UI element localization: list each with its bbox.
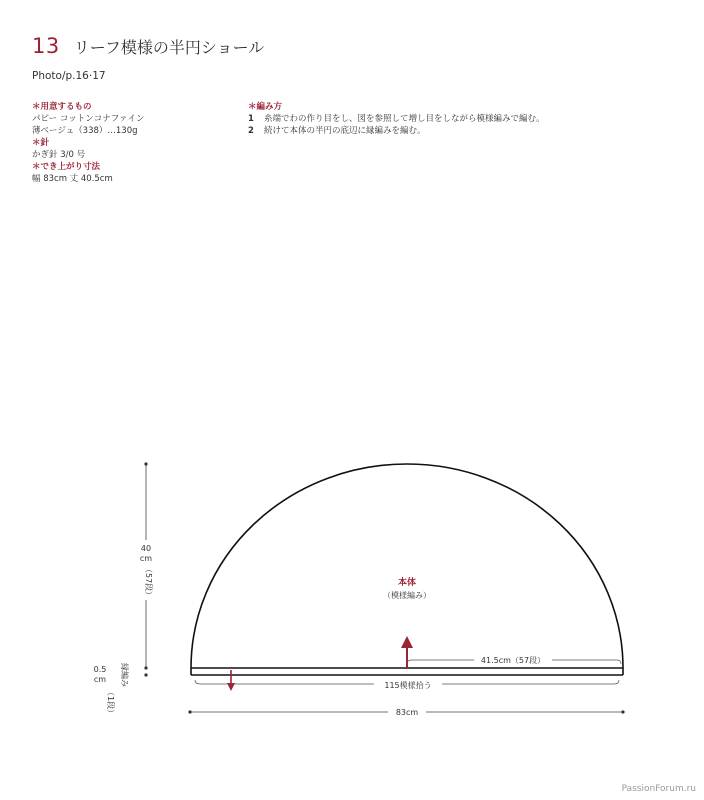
needle-line: かぎ針 3/0 号 <box>32 150 86 160</box>
pattern-number: 13 <box>32 34 60 58</box>
edge-value: 0.5 <box>93 665 107 674</box>
width-dim-dot-right <box>621 710 624 713</box>
edge-rows: （1段） <box>106 688 115 718</box>
height-value: 40 <box>140 544 152 553</box>
body-label: 本体 <box>397 578 417 588</box>
size-heading: ＊でき上がり寸法 <box>32 162 101 172</box>
height-dim-dot-top <box>144 462 147 465</box>
materials-heading: ＊用意するもの <box>32 102 92 112</box>
materials-line-1: パピー コットンコナファイン <box>32 114 145 124</box>
height-unit: cm <box>139 554 153 563</box>
edge-name: 縁編み <box>120 663 129 687</box>
radius-label: 41.5cm（57段） <box>480 656 546 665</box>
edge-dim-dot <box>144 673 147 676</box>
width-label: 83cm <box>395 708 419 717</box>
watermark: PassionForum.ru <box>621 784 696 794</box>
step-number: 2 <box>248 126 254 136</box>
step-text: 続けて本体の半円の底辺に縁編みを編む。 <box>264 126 426 136</box>
materials-line-2: 薄ベージュ（338）…130g <box>32 126 138 136</box>
page-title: リーフ模様の半円ショール <box>73 38 265 57</box>
size-line: 幅 83cm 丈 40.5cm <box>32 174 113 184</box>
edge-unit: cm <box>93 675 107 684</box>
body-sub-label: （模様編み） <box>383 591 431 600</box>
height-rows: （57段） <box>144 565 153 600</box>
height-dim-dot-bottom <box>144 666 147 669</box>
start-arrow-head <box>401 636 413 648</box>
pickup-label: 115模様拾う <box>384 681 432 690</box>
step-text: 糸端でわの作り目をし、図を参照して増し目をしながら模様編みで編む。 <box>264 114 545 124</box>
width-dim-dot-left <box>188 710 191 713</box>
instructions-heading: ＊編み方 <box>248 102 283 112</box>
needle-heading: ＊針 <box>32 138 50 148</box>
photo-reference: Photo/p.16·17 <box>32 70 106 82</box>
step-number: 1 <box>248 114 254 124</box>
